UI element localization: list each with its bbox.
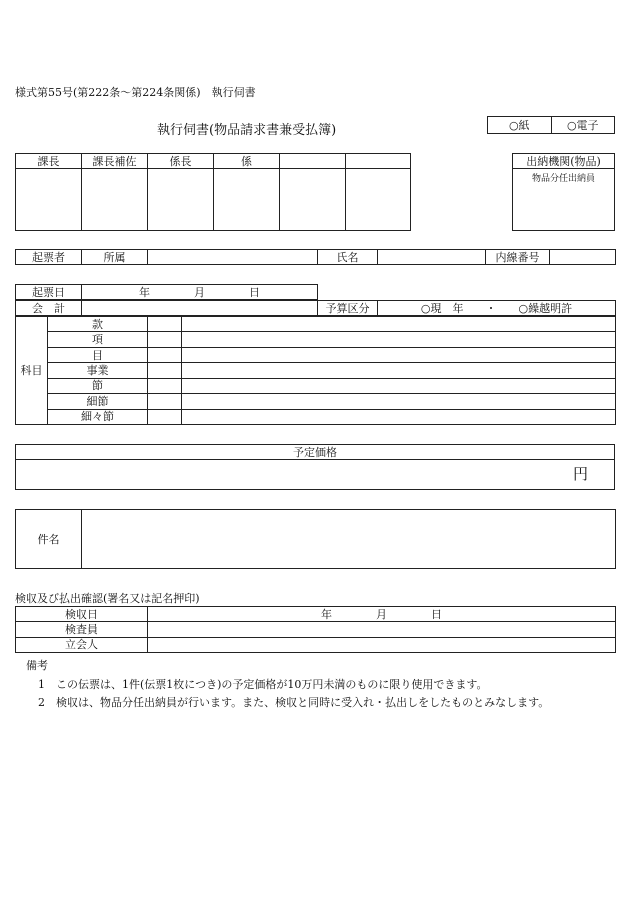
subject-value[interactable] [182,394,616,409]
subject-label: 科目 [16,317,48,425]
subject-code[interactable] [148,317,182,332]
inspection-title: 検収及び払出確認(署名又は記名押印) [15,592,200,605]
approval-header [280,154,346,169]
approval-stamp[interactable] [148,169,214,231]
subject-value[interactable] [182,332,616,347]
name-label: 氏名 [318,250,378,265]
price-label: 予定価格 [16,445,615,460]
approval-table [15,153,411,231]
budget-label: 予算区分 [318,301,378,316]
affiliation-field[interactable] [148,250,318,265]
subject-code[interactable] [148,394,182,409]
subject-code[interactable] [148,332,182,347]
price-table [15,444,615,490]
subject-code[interactable] [148,378,182,393]
account-field[interactable] [82,301,318,316]
subject-value[interactable] [182,378,616,393]
approval-header: 課長補佐 [82,154,148,169]
remark-item: 1 この伝票は、1件(伝票1枚につき)の予定価格が10万円未満のものに限り使用できます。 [38,678,488,691]
price-unit: 円 [572,465,588,483]
inspection-table [15,606,616,653]
subject-value[interactable] [182,347,616,362]
subject-item: 目 [48,347,148,362]
witness-label: 立会人 [16,637,148,652]
drafter-row [15,249,616,265]
inspection-date-field[interactable]: 年 月 日 [148,607,616,622]
subject-item: 細節 [48,394,148,409]
drafter-label: 起票者 [16,250,82,265]
subject-item: 節 [48,378,148,393]
item-name-table [15,509,616,569]
account-label: 会 計 [16,301,82,316]
approval-stamp[interactable] [82,169,148,231]
medium-paper[interactable]: ○紙 [488,117,552,134]
remark-item: 2 検収は、物品分任出納員が行います。また、検収と同時に受入れ・払出しをしたものとみなします。 [38,696,550,709]
medium-selector [487,116,615,134]
subject-code[interactable] [148,409,182,424]
approval-header: 係 [214,154,280,169]
subject-value[interactable] [182,409,616,424]
medium-electronic[interactable]: ○電子 [551,117,615,134]
dept-sub-label: 物品分任出納員 [531,174,595,184]
item-name-label: 件名 [16,510,82,569]
subject-value[interactable] [182,317,616,332]
approval-stamp[interactable] [16,169,82,231]
subject-item: 事業 [48,363,148,378]
remarks-label: 備考 [26,659,48,672]
approval-header: 係長 [148,154,214,169]
subject-item: 項 [48,332,148,347]
subject-item: 細々節 [48,409,148,424]
item-name-field[interactable] [82,510,616,569]
subject-code[interactable] [148,347,182,362]
inspector-label: 検査員 [16,622,148,637]
page-title: 執行伺書(物品請求書兼受払簿) [157,123,337,138]
form-id: 様式第55号(第222条〜第224条関係) 執行伺書 [15,86,256,99]
subject-code[interactable] [148,363,182,378]
dept-stamp[interactable] [513,169,615,231]
price-field[interactable] [16,460,615,490]
subject-value[interactable] [182,363,616,378]
inspector-field[interactable] [148,622,616,637]
budget-options[interactable]: ○現 年 ・ ○繰越明許 [378,301,616,316]
approval-stamp[interactable] [346,169,411,231]
approval-header [346,154,411,169]
witness-field[interactable] [148,637,616,652]
affiliation-label: 所属 [82,250,148,265]
account-row [15,300,616,316]
subject-item: 款 [48,317,148,332]
dept-box [512,153,615,231]
extension-label: 内線番号 [486,250,550,265]
approval-stamp[interactable] [214,169,280,231]
extension-field[interactable] [550,250,616,265]
name-field[interactable] [378,250,486,265]
inspection-date-label: 検収日 [16,607,148,622]
approval-header: 課長 [16,154,82,169]
subject-table [15,316,616,425]
draft-date-row [15,284,318,300]
draft-date-field[interactable]: 年 月 日 [82,285,318,300]
draft-date-label: 起票日 [16,285,82,300]
dept-label: 出納機関(物品) [513,154,615,169]
approval-stamp[interactable] [280,169,346,231]
